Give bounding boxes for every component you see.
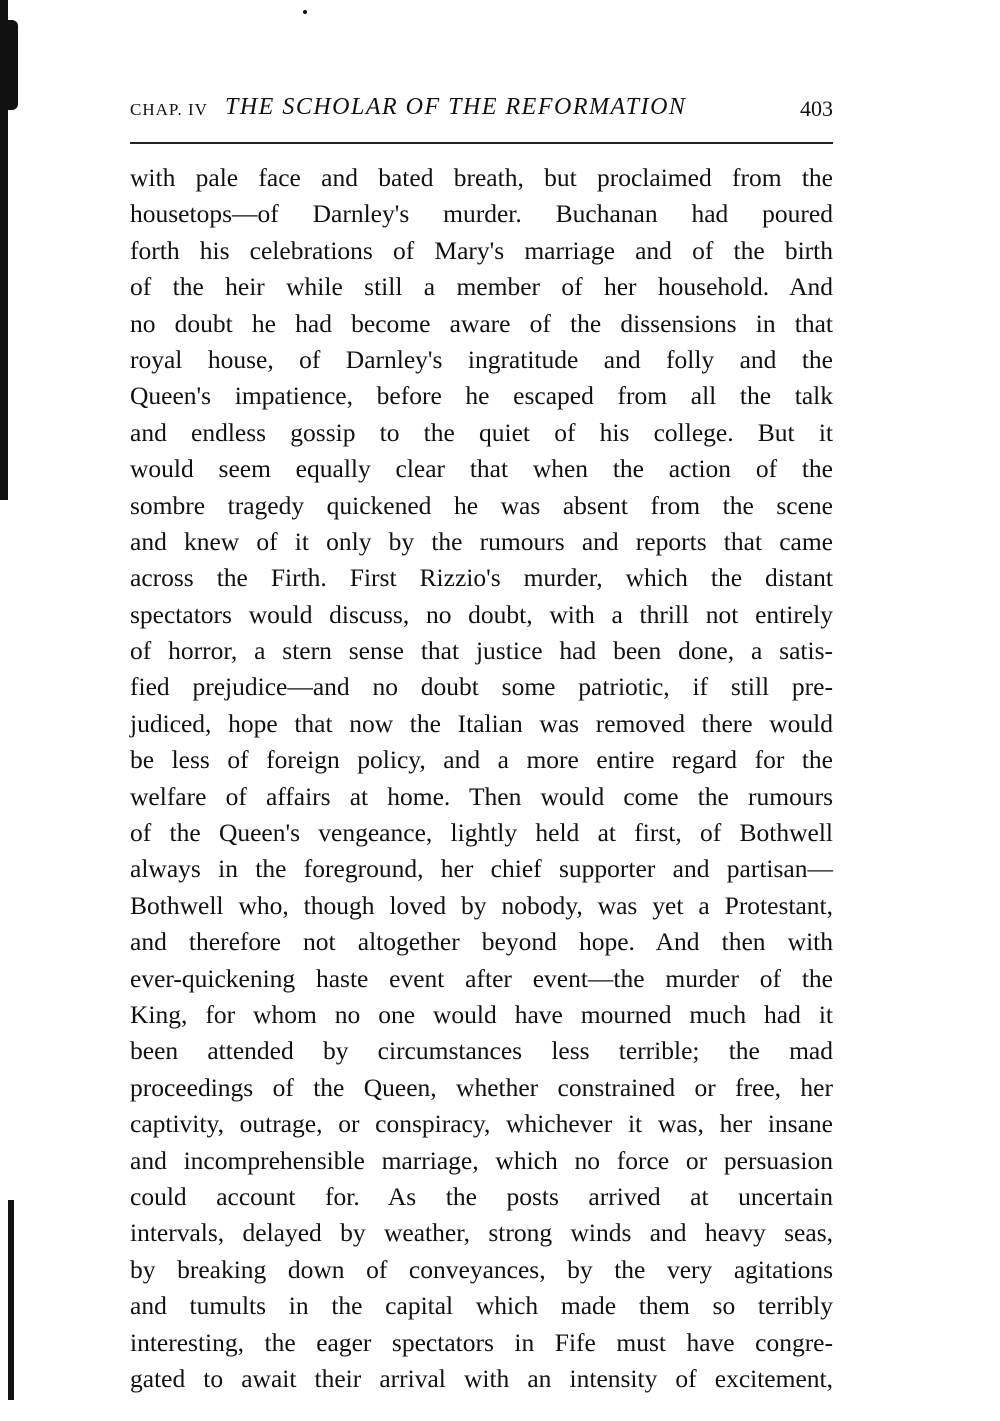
text-line: housetops—of Darnley's murder. Buchanan had poured [130, 199, 833, 229]
text-line: of the Queen's vengeance, lightly held at first, of Bothwell [130, 818, 833, 848]
text-line: of horror, a stern sense that justice had been done, a satis- [130, 636, 833, 666]
text-line: and therefore not altogether beyond hope. And then with [130, 927, 833, 957]
text-line: forth his celebrations of Mary's marriage and of the birth [130, 235, 833, 265]
running-title: THE SCHOLAR OF THE REFORMATION [225, 94, 687, 120]
text-line: proceedings of the Queen, whether constrained or free, her [130, 1072, 833, 1102]
text-line: be less of foreign policy, and a more entire regard for the [130, 745, 833, 775]
text-line: judiced, hope that now the Italian was removed there would [130, 708, 833, 738]
scan-edge-mark [8, 1200, 14, 1400]
page-number: 403 [800, 96, 833, 121]
text-line: Queen's impatience, before he escaped from all the talk [130, 381, 833, 411]
text-line: King, for whom no one would have mourned much had it [130, 999, 833, 1029]
text-line: and endless gossip to the quiet of his college. But it [130, 417, 833, 447]
running-header [130, 94, 833, 128]
text-line: intervals, delayed by weather, strong winds and heavy seas, [130, 1218, 833, 1248]
scan-edge-mark [8, 20, 18, 110]
text-line: Bothwell who, though loved by nobody, was yet a Protestant, [130, 890, 833, 920]
text-line: interesting, the eager spectators in Fife must have congre- [130, 1327, 833, 1357]
text-line: ever-quickening haste event after event—the murder of the [130, 963, 833, 993]
text-line: and tumults in the capital which made them so terribly [130, 1291, 833, 1321]
text-line: of the heir while still a member of her household. And [130, 272, 833, 302]
text-line: fied prejudice—and no doubt some patriotic, if still pre- [130, 672, 833, 702]
text-line: no doubt he had become aware of the dissensions in that [130, 308, 833, 338]
text-line: always in the foreground, her chief supporter and partisan— [130, 854, 833, 884]
text-line: could account for. As the posts arrived at uncertain [130, 1181, 833, 1211]
text-line: sombre tragedy quickened he was absent from the scene [130, 490, 833, 520]
header-rule [130, 142, 833, 144]
text-line: with pale face and bated breath, but proclaimed from the [130, 163, 833, 192]
text-line: welfare of affairs at home. Then would come the rumours [130, 781, 833, 811]
scan-speck [303, 10, 307, 14]
text-line: and knew of it only by the rumours and reports that came [130, 526, 833, 556]
scan-edge-mark [0, 0, 8, 500]
text-line: across the Firth. First Rizzio's murder, which the distant [130, 563, 833, 593]
text-line: captivity, outrage, or conspiracy, whichever it was, her insane [130, 1109, 833, 1139]
text-line: been attended by circumstances less terrible; the mad [130, 1036, 833, 1066]
text-line: would seem equally clear that when the action of the [130, 454, 833, 484]
text-line: gated to await their arrival with an intensity of excitement, [130, 1363, 833, 1393]
chapter-label: CHAP. IV [130, 100, 208, 119]
text-line: by breaking down of conveyances, by the very agitations [130, 1254, 833, 1284]
body-text [130, 160, 833, 1397]
text-line: spectators would discuss, no doubt, with a thrill not entirely [130, 599, 833, 629]
text-line: and incomprehensible marriage, which no force or persuasion [130, 1145, 833, 1175]
text-line: royal house, of Darnley's ingratitude and folly and the [130, 344, 833, 374]
